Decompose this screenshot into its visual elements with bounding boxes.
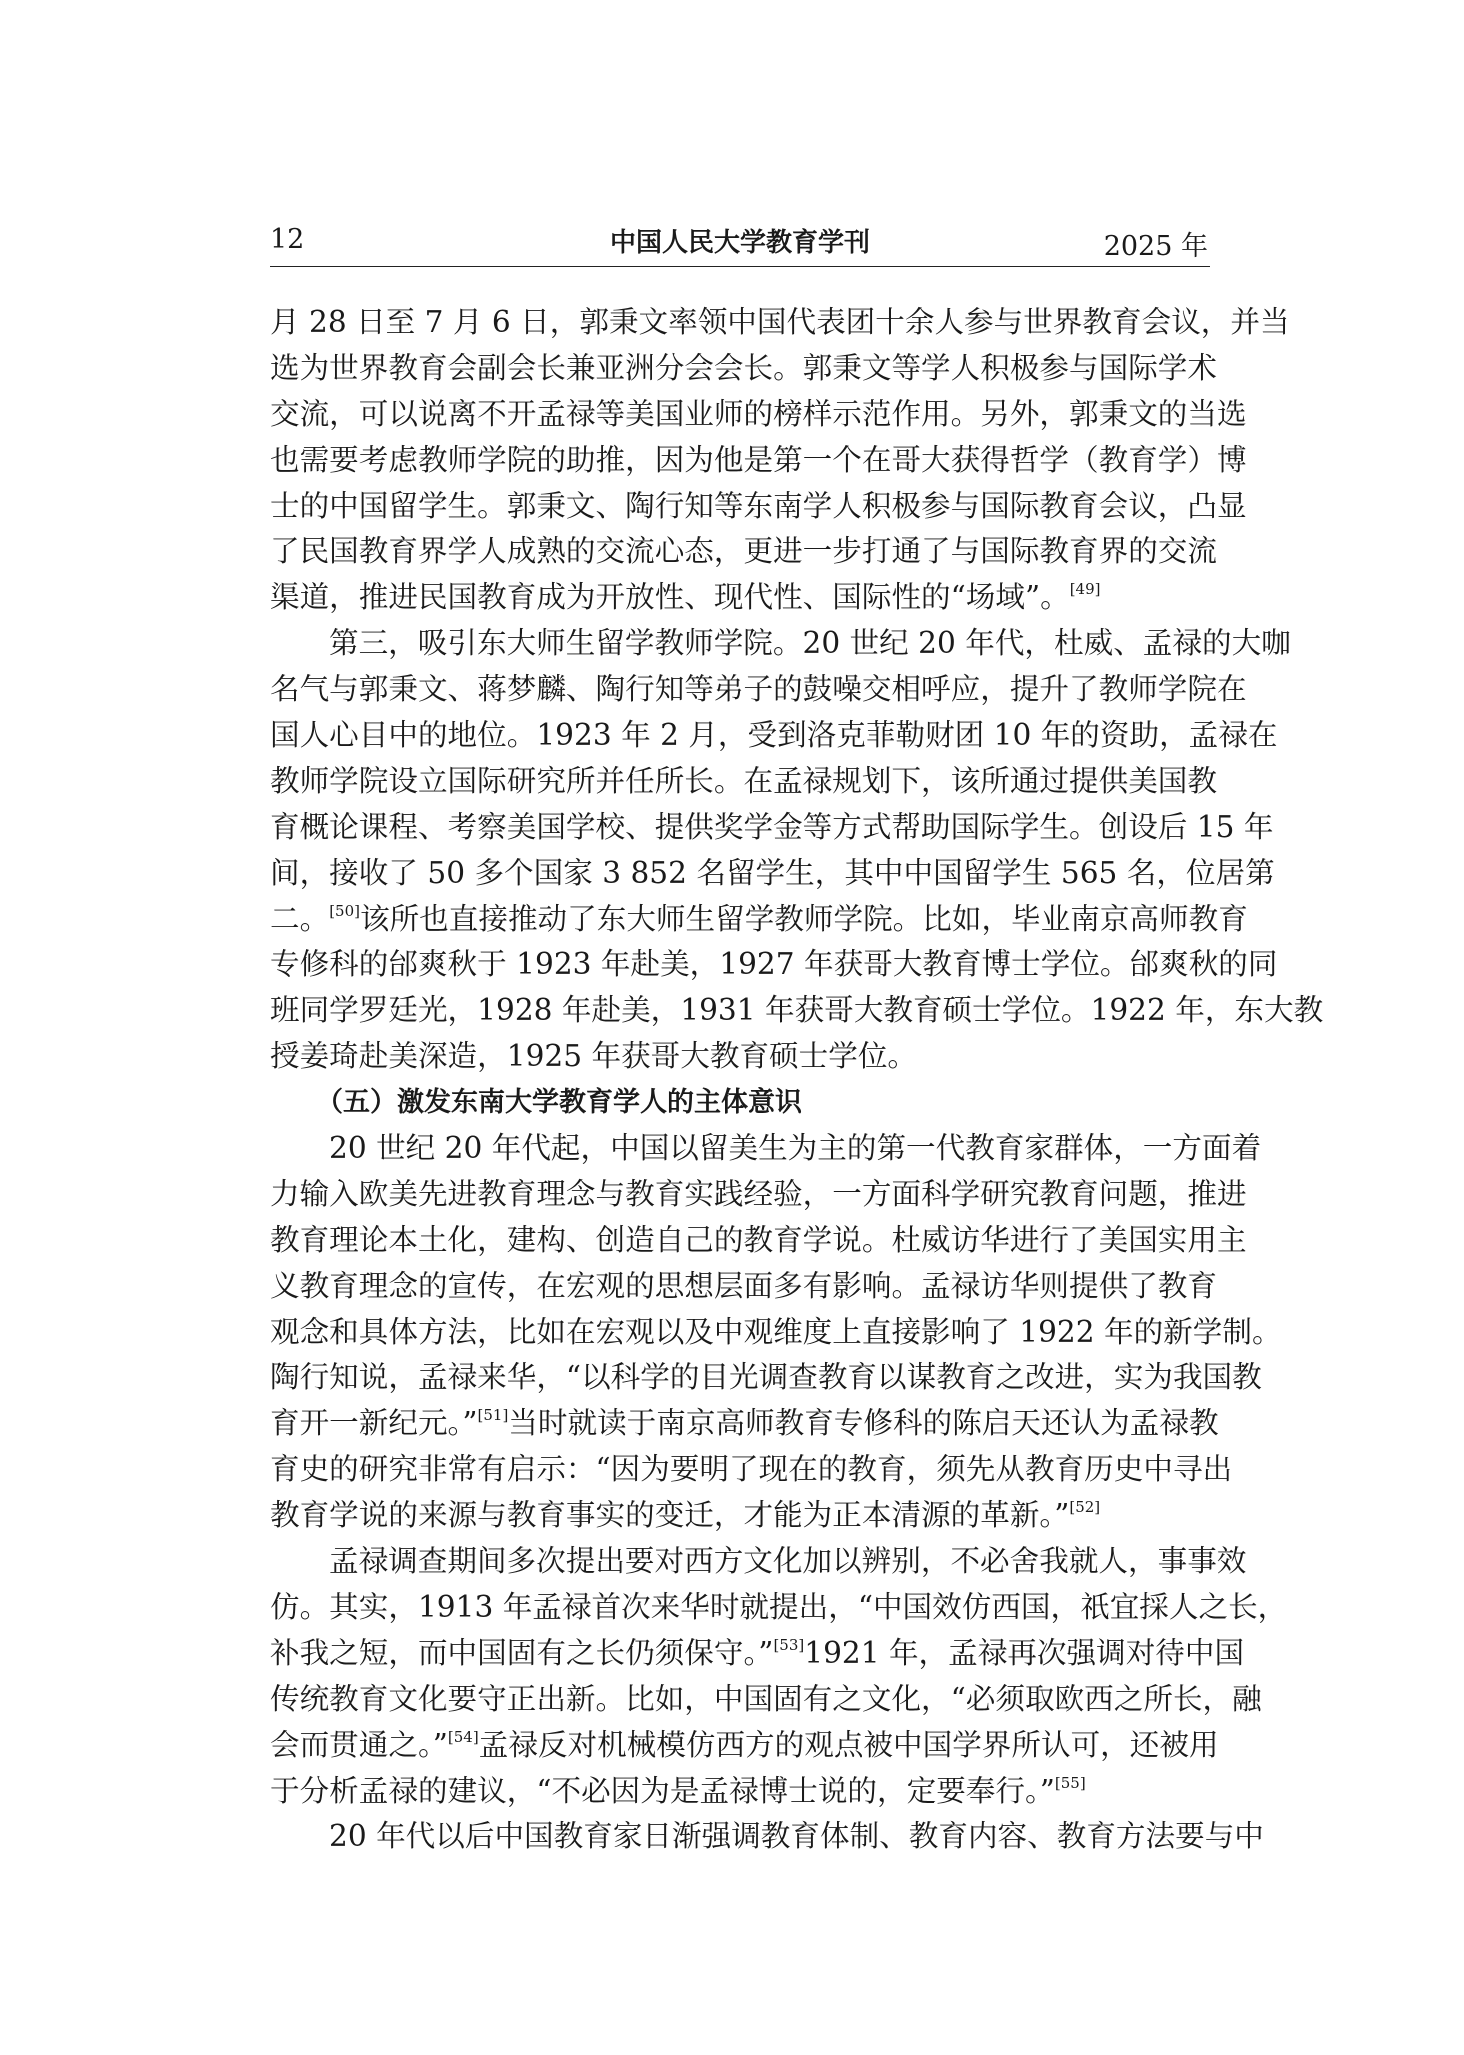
line-text: 该所也直接推动了东大师生留学教师学院。比如，毕业南京高师教育 <box>359 901 1248 936</box>
line-text: 班同学罗廷光，1928 年赴美，1931 年获哥大教育硕士学位。1922 年，东大教 <box>270 993 1324 1028</box>
text-line <box>270 1447 1233 1493</box>
text-line <box>270 1814 1264 1860</box>
citation-marker: [51] <box>477 1406 509 1425</box>
text-line <box>270 1769 1210 1815</box>
line-text: 1921 年，孟禄再次强调对待中国 <box>804 1635 1245 1670</box>
line-text: 20 年代以后中国教育家日渐强调教育体制、教育内容、教育方法要与中 <box>329 1819 1264 1854</box>
text-line <box>270 621 1291 667</box>
line-text: 陶行知说，孟禄来华，“以科学的目光调查教育以谋教育之改进，实为我国教 <box>270 1360 1262 1395</box>
line-text: 国人心目中的地位。1923 年 2 月，受到洛克菲勒财团 10 年的资助，孟禄在 <box>270 718 1278 753</box>
line-text: 于分析孟禄的建议，“不必因为是孟禄博士说的，定要奉行。” <box>270 1773 1055 1808</box>
line-text: 力输入欧美先进教育理念与教育实践经验，一方面科学研究教育问题，推进 <box>270 1176 1247 1211</box>
line-text: 了民国教育界学人成熟的交流心态，更进一步打通了与国际教育界的交流 <box>270 534 1217 569</box>
line-text: 专修科的邰爽秋于 1923 年赴美，1927 年获哥大教育博士学位。邰爽秋的同 <box>270 947 1278 982</box>
text-line <box>270 346 1217 392</box>
line-text: 育史的研究非常有启示：“因为要明了现在的教育，须先从教育历史中寻出 <box>270 1452 1233 1487</box>
citation-marker: [54] <box>447 1727 479 1746</box>
text-line <box>270 1126 1262 1172</box>
line-text: 第三，吸引东大师生留学教师学院。20 世纪 20 年代，杜威、孟禄的大咖 <box>329 626 1291 661</box>
line-text: 孟禄调查期间多次提出要对西方文化加以辨别，不必舍我就人，事事效 <box>329 1544 1247 1579</box>
text-line <box>270 529 1217 575</box>
text-line <box>270 1355 1262 1401</box>
line-text: 选为世界教育会副会长兼亚洲分会会长。郭秉文等学人积极参与国际学术 <box>270 350 1217 385</box>
text-line <box>270 1218 1247 1264</box>
page-number: 12 <box>270 224 305 255</box>
line-text: 会而贯通之。” <box>270 1727 448 1762</box>
citation-marker: [50] <box>329 901 360 920</box>
line-text: 教育理论本土化，建构、创造自己的教育学说。杜威访华进行了美国实用主 <box>270 1222 1247 1257</box>
line-text: 教师学院设立国际研究所并任所长。在孟禄规划下，该所通过提供美国教 <box>270 763 1217 798</box>
line-text: 补我之短，而中国固有之长仍须保守。” <box>270 1635 774 1670</box>
article-body <box>270 300 1324 1860</box>
line-text: 20 世纪 20 年代起，中国以留美生为主的第一代教育家群体，一方面着 <box>329 1131 1262 1166</box>
running-header <box>270 222 1210 267</box>
text-line <box>270 1585 1288 1631</box>
text-line <box>270 759 1217 805</box>
text-line <box>270 1677 1262 1723</box>
line-text: 育概论课程、考察美国学校、提供奖学金等方式帮助国际学生。创设后 15 年 <box>270 809 1274 844</box>
text-line <box>270 942 1278 988</box>
citation-marker: [49] <box>1069 580 1101 599</box>
line-text: （五）激发东南大学教育学人的主体意识 <box>316 1087 802 1119</box>
text-line <box>270 1310 1282 1356</box>
citation-marker: [52] <box>1069 1498 1101 1517</box>
line-text: 渠道，推进民国教育成为开放性、现代性、国际性的“场域”。 <box>270 580 1070 615</box>
journal-title: 中国人民大学教育学刊 <box>609 228 870 258</box>
section-heading <box>270 1080 1210 1126</box>
text-line <box>270 1723 1219 1769</box>
line-text: 义教育理念的宣传，在宏观的思想层面多有影响。孟禄访华则提供了教育 <box>270 1268 1217 1303</box>
line-text: 间，接收了 50 多个国家 3 852 名留学生，其中中国留学生 565 名，位居第 <box>270 855 1275 890</box>
text-line <box>270 484 1247 530</box>
line-text: 名气与郭秉文、蒋梦麟、陶行知等弟子的鼓噪交相呼应，提升了教师学院在 <box>270 672 1247 707</box>
line-text: 也需要考虑教师学院的助推，因为他是第一个在哥大获得哲学（教育学）博 <box>270 442 1247 477</box>
line-text: 授姜琦赴美深造，1925 年获哥大教育硕士学位。 <box>270 1039 918 1074</box>
line-text: 孟禄反对机械模仿西方的观点被中国学界所认可，还被用 <box>478 1727 1219 1762</box>
text-line <box>270 575 1210 621</box>
citation-marker: [55] <box>1054 1773 1086 1792</box>
text-line <box>270 1172 1247 1218</box>
text-line <box>270 1493 1210 1539</box>
line-text: 教育学说的来源与教育事实的变迁，才能为正本清源的革新。” <box>270 1498 1070 1533</box>
text-line <box>270 897 1248 943</box>
text-line <box>270 988 1324 1034</box>
text-line <box>270 667 1247 713</box>
text-line <box>270 1401 1219 1447</box>
text-line <box>270 300 1290 346</box>
line-text: 传统教育文化要守正出新。比如，中国固有之文化，“必须取欧西之所长，融 <box>270 1681 1262 1716</box>
line-text: 仿。其实，1913 年孟禄首次来华时就提出，“中国效仿西国，祇宜採人之长， <box>270 1589 1288 1624</box>
text-line <box>270 805 1274 851</box>
text-line <box>270 1631 1245 1677</box>
text-line <box>270 1264 1217 1310</box>
line-text: 二。 <box>270 901 330 936</box>
citation-marker: [53] <box>773 1635 805 1654</box>
publication-year: 2025 年 <box>1103 231 1208 262</box>
text-line <box>270 438 1247 484</box>
line-text: 当时就读于南京高师教育专修科的陈启天还认为孟禄教 <box>508 1406 1219 1441</box>
text-line <box>270 1034 1210 1080</box>
line-text: 观念和具体方法，比如在宏观以及中观维度上直接影响了 1922 年的新学制。 <box>270 1314 1282 1349</box>
line-text: 育开一新纪元。” <box>270 1406 478 1441</box>
line-text: 交流，可以说离不开孟禄等美国业师的榜样示范作用。另外，郭秉文的当选 <box>270 396 1247 431</box>
line-text: 月 28 日至 7 月 6 日，郭秉文率领中国代表团十余人参与世界教育会议，并当 <box>270 305 1290 339</box>
text-line <box>270 713 1278 759</box>
text-line <box>270 851 1275 897</box>
text-line <box>270 392 1247 438</box>
line-text: 士的中国留学生。郭秉文、陶行知等东南学人积极参与国际教育会议，凸显 <box>270 488 1247 523</box>
text-line <box>270 1539 1247 1585</box>
